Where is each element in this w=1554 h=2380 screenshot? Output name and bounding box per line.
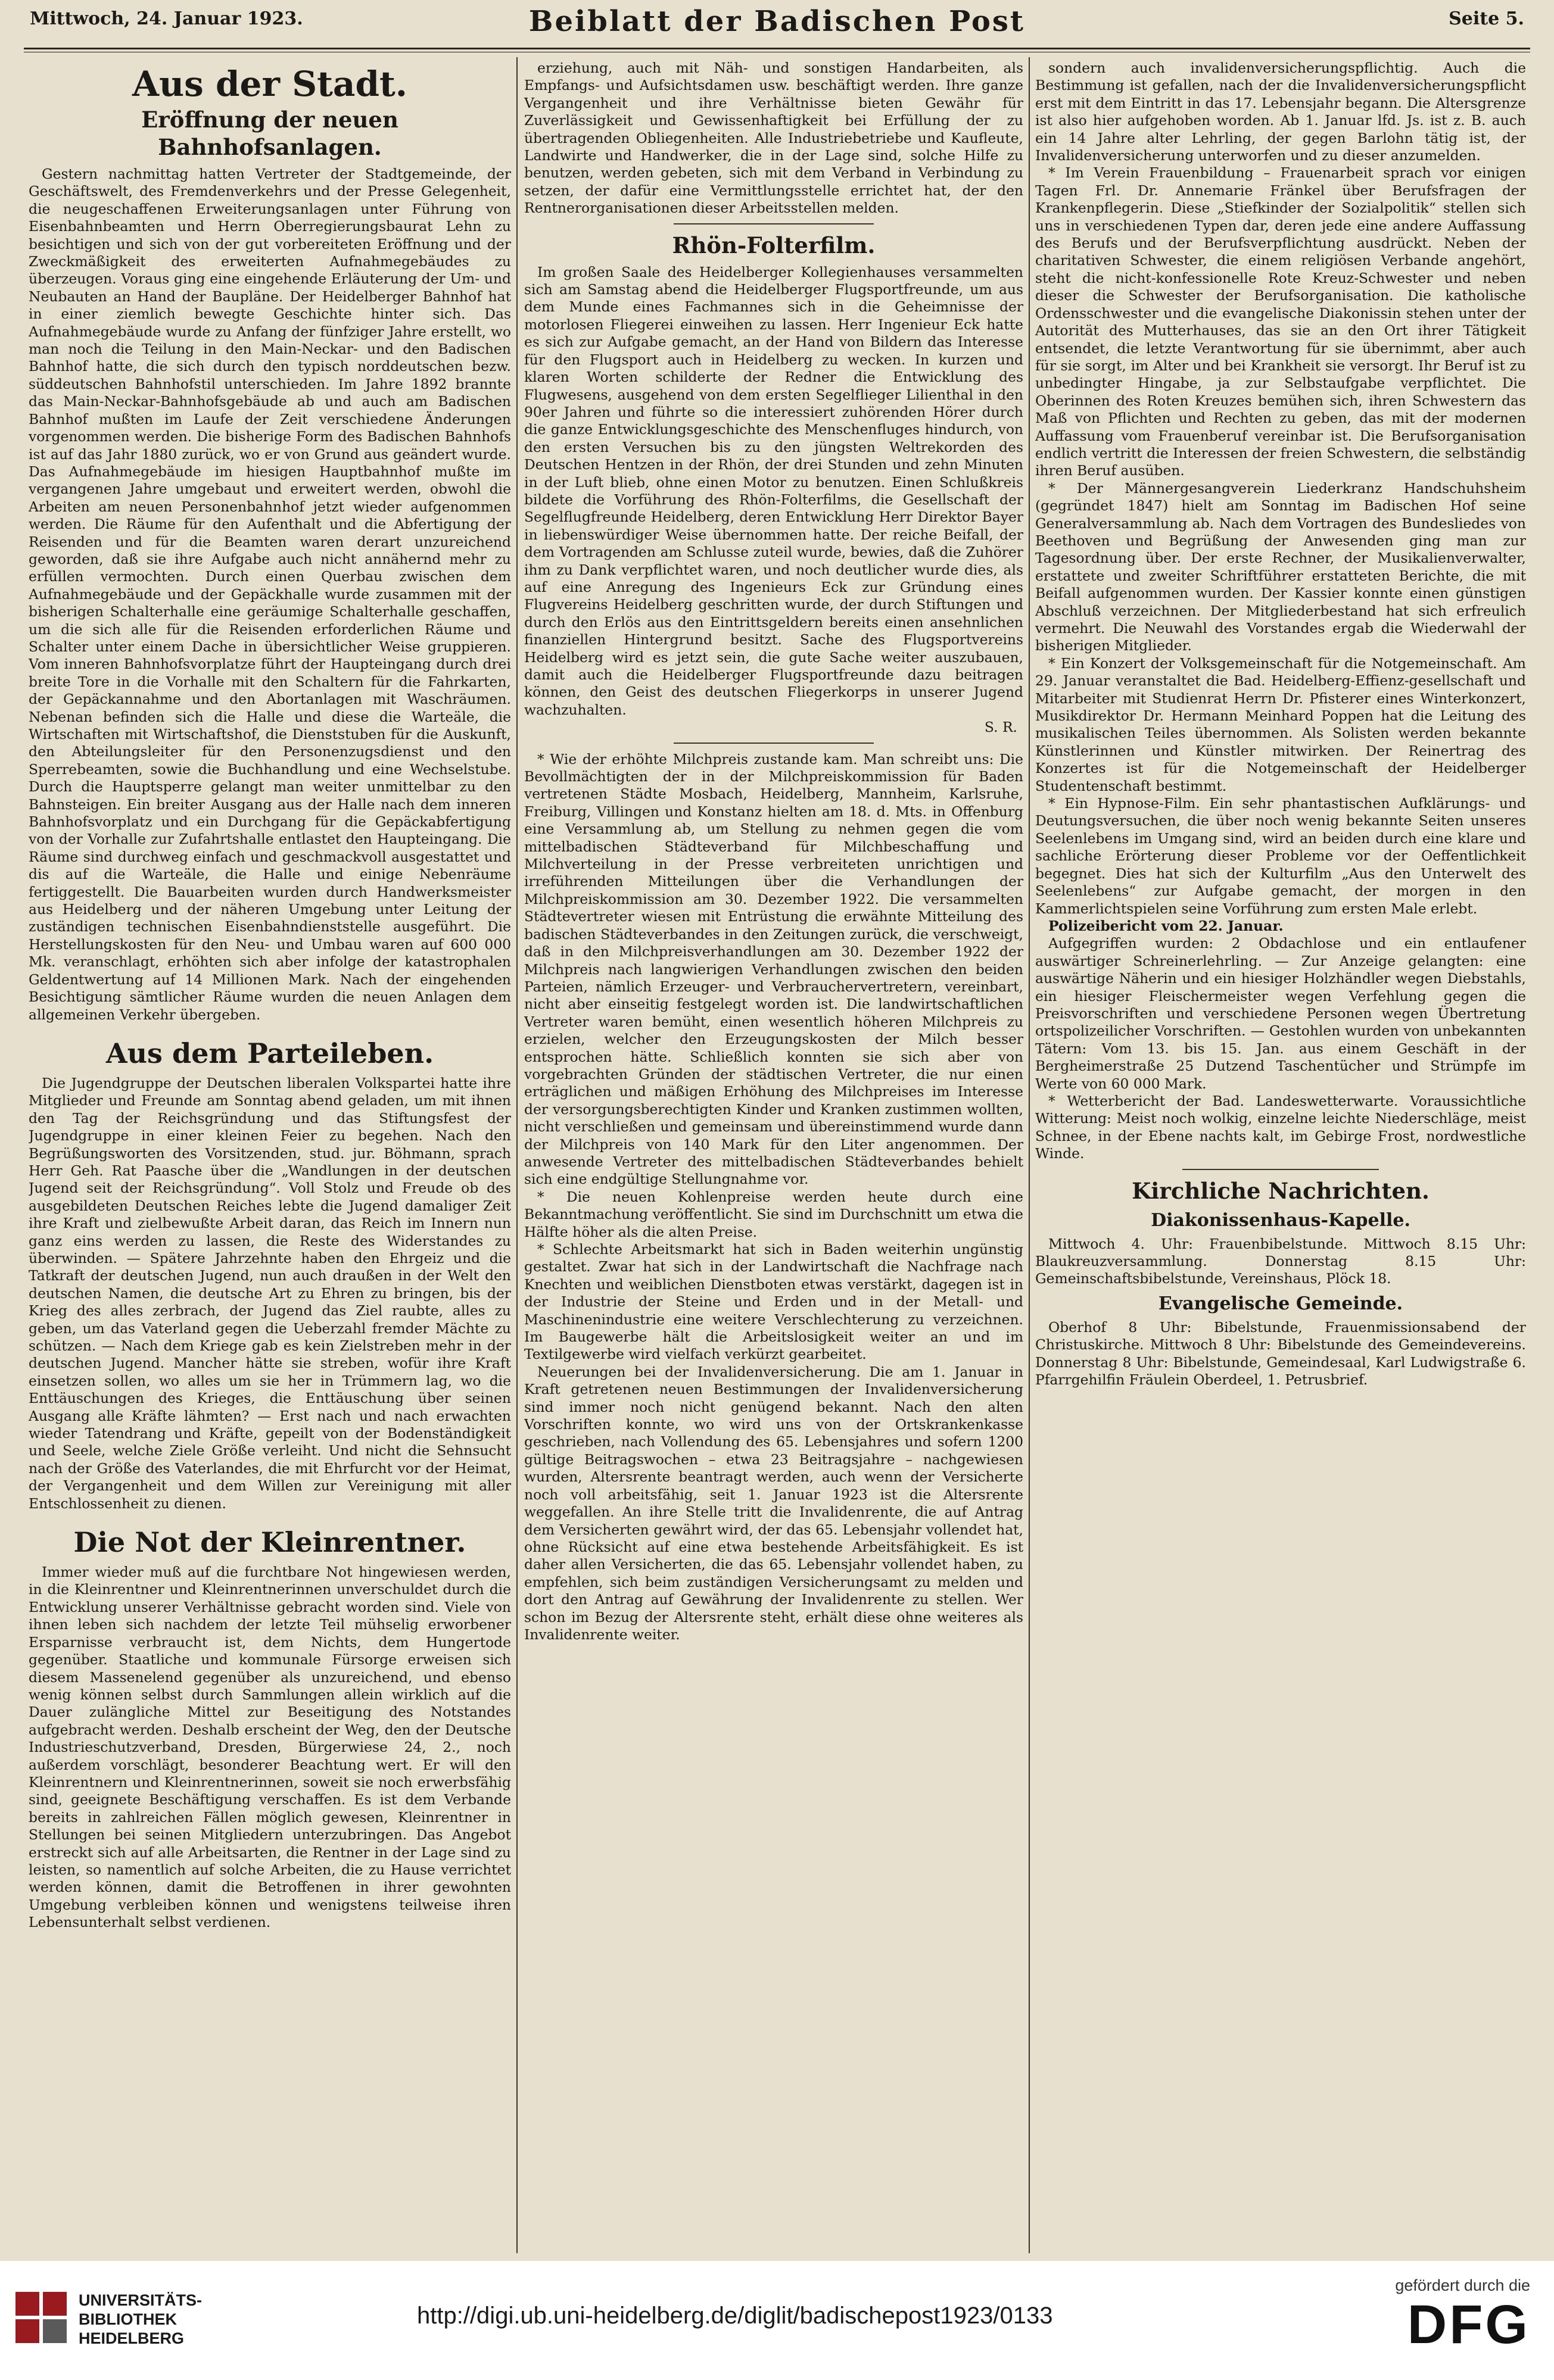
article-body: * Wie der erhöhte Milchpreis zustande kam. Man schreibt uns: Die Bevollmächtigten der in der Milchpreiskommission für Baden vertretenen Städte Mosbach, Heidelberg, Mannheim, Karlsruhe, Freiburg, Villingen und Konstanz hielten am 18. d. Mts. in Offenburg eine Versammlung ab, um Stellung zu nehmen gegen die vom mittelbadischen Städteverband für Milchbeschaffung und Milchverteilung in der Presse verbreiteten unrichtigen und irreführenden Mitteilungen über die Verhandlungen der Milchpreiskommission am 30. Dezember 1922. Die versammelten Städtevertreter wiesen mit Entrüstung die erwähnte Mitteilung des badischen Städteverbandes in den Zeitungen zurück, die verschweigt, daß in den Milchpreisverhandlungen am 30. Dezember 1922 der Milchpreis nach langwierigen Verhandlungen zwischen den beiden Parteien, nämlich Erzeuger- und Verbrauchervertretern, vereinbart, nicht aber einseitig festgelegt worden ist. Die landwirtschaftlichen Vertreter waren bemüht, einen wesentlich höheren Milchpreis zu erzielen, welcher den Erzeugungskosten der Milch besser entsprochen hätte. Schließlich konnten sie sich aber von vorgebrachten Gründen der städtischen Vertreter, die nur einen erträglichen und mäßigen Erhöhung des Milchpreises im Interesse der versorgungsberechtigten Kinder und Kranken zustimmen wollten, nicht verschließen und gemeinsam und übereinstimmend wurde dann der Milchpreis von 140 Mark für den Liter angenommen. Der anwesende Vertreter des mittelbadischen Städteverbandes behielt sich eine endgültige Stellungnahme vor. bbox=[524, 750, 1023, 1188]
article-body: sondern auch invalidenversicherungspflichtig. Auch die Bestimmung ist gefallen, nach der die Invalidenversicherungspflicht erst mit dem Eintritt in das 17. Lebensjahr begann. Die Altersgrenze ist also hier aufgehoben worden. Ab 1. Januar lfd. Js. ist z. B. auch ein 14 Jahre alter Lehrling, der gegen Barlohn tätig ist, der Invalidenversicherung unterworfen und zu dieser anzumelden. bbox=[1035, 60, 1526, 164]
viewer-footer bbox=[0, 2261, 1554, 2380]
separator bbox=[674, 743, 873, 744]
section-heading: Aus der Stadt. bbox=[132, 64, 408, 104]
university-library-logo-icon bbox=[15, 2292, 69, 2343]
article-title: Die Not der Kleinrentner. bbox=[73, 1526, 466, 1559]
article-body: * Der Männergesangverein Liederkranz Handschuhsheim (gegründet 1847) hielt am Sonntag im Badischen Hof seine Generalversammlung ab. Nach dem Vortragen des Bundesliedes von Beethoven und Begrüßung der Anwesenden ging man zur Tagesordnung über. Der erste Rechner, der Musikalienverwalter, erstattete und zweiter Schriftführer erstatteten Berichte, die mit Beifall aufgenommen wurden. Der Kassier konnte einen günstigen Abschluß verzeichnen. Der Mitgliederbestand hat sich erfreulich vermehrt. Die Neuwahl des Vorstandes ergab die Wiederwahl der bisherigen Mitglieder. bbox=[1035, 479, 1526, 654]
newspaper-title: Beiblatt der Badischen Post bbox=[528, 5, 1026, 38]
article-body: * Ein Hypnose-Film. Ein sehr phantastischen Aufklärungs- und Deutungsversuchen, die über noch wenig bekannte Seiten unseres Seelenlebens im Umgang sind, wird an beiden durch eine klare und sachliche Erörterung dieser Probleme vor der Oeffentlichkeit begegnet. Dies hat sich der Kulturfilm „Aus den Unterwelt des Seelenlebens“ zur Aufgabe gemacht, der morgen in den Kammerlichtspielen seine Vorführung zum ersten Male erlebt. bbox=[1035, 795, 1526, 917]
library-name: UNIVERSITÄTS- BIBLIOTHEK HEIDELBERG bbox=[79, 2291, 203, 2347]
subheading: Diakonissenhaus-Kapelle. bbox=[1151, 1209, 1410, 1231]
article-body: * Ein Konzert der Volksgemeinschaft für die Notgemeinschaft. Am 29. Januar veranstaltet die Bad. Heidelberg-Effienz-gesellschaft und Mitarbeiter mit Studienrat Herrn Dr. Pfisterer eines Winterkonzert, Musikdirektor Dr. Hermann Meinhard Poppen hat die Leitung des musikalischen Teiles übernommen. Als Solisten werden bekannte Künstlerinnen und Künstler mitwirken. Der Reinertrag des Konzertes ist für die Notgemeinschaft der Heidelberger Studentenschaft bestimmt. bbox=[1035, 654, 1526, 794]
funded-by-label: gefördert durch die bbox=[1395, 2276, 1530, 2294]
separator bbox=[1182, 1169, 1379, 1170]
article-body: Mittwoch 4. Uhr: Frauenbibelstunde. Mittwoch 8.15 Uhr: Blaukreuzversammlung. Donnerstag 8.15 Uhr: Gemeinschaftsbibelstunde, Vereinshaus, Plöck 18. bbox=[1035, 1235, 1526, 1287]
weather-report: * Wetterbericht der Bad. Landeswetterwarte. Voraussichtliche Witterung: Meist noch wolkig, einzelne leichte Niederschläge, meist Schnee, in der Ebene nachts kalt, im Gebirge Frost, nordwestliche Winde. bbox=[1035, 1092, 1526, 1162]
article-title: Eröffnung der neuen Bahnhofsanlagen. bbox=[141, 107, 398, 160]
masthead-rule bbox=[24, 48, 1530, 49]
masthead bbox=[24, 5, 1530, 44]
subheading: Evangelische Gemeinde. bbox=[1158, 1293, 1403, 1314]
funder-block bbox=[1395, 2276, 1530, 2354]
article-body: * Im Verein Frauenbildung – Frauenarbeit sprach vor einigen Tagen Frl. Dr. Annemarie Fränkel über Berufsfragen der Krankenpflegerin. Diese „Stiefkinder der Sozialpolitik“ stellen sich uns in verschiedenen Typen dar, deren jede eine andere Auffassung des Berufs und der Berufsverpflichtung ausdrückt. Neben der charitativen Schwester, die einem religiösen Verbande angehört, steht die nicht-konfessionelle Rote Kreuz-Schwester und neben dieser die Schwester der Berufsorganisation. Die katholische Ordensschwester und die evangelische Diakonissin stehen unter der Autorität des Mutterhauses, das sie an den Ort ihrer Tätigkeit entsendet, die letzte Verantwortung für sie übernimmt, aber auch für sie sorgt, im Alter und bei Krankheit sie versorgt. Ihr Beruf ist zu unbedingter Hingabe, ja zur Selbstaufgabe verpflichtet. Die Oberinnen des Roten Kreuzes bemühen sich, ihren Schwestern das Maß von Pflichten und Rechten zu geben, das mit der modernen Auffassung vom Frauenberuf vereinbar ist. Die Berufsorganisation endlich vertritt die Interessen der freien Schwestern, die selbständig ihren Beruf ausüben. bbox=[1035, 164, 1526, 479]
police-report-title: Polizeibericht vom 22. Januar. bbox=[1048, 917, 1284, 934]
article-body: Immer wieder muß auf die furchtbare Not hingewiesen werden, in die Kleinrentner und Kleinrentnerinnen unverschuldet durch die Entwicklung unserer Verhältnisse gebracht worden sind. Viele von ihnen leben sich nachdem der letzte Teil mühselig erworbener Ersparnisse verbraucht ist, dem Nichts, dem Hungertode gegenüber. Staatliche und kommunale Fürsorge erweisen sich diesem Massenelend gegenüber als unzureichend, und ebenso wenig können selbst durch Sammlungen allein wirklich auf die Dauer zulängliche Mittel zur Beseitigung des Notstandes aufgebracht werden. Deshalb erscheint der Weg, den der Deutsche Industrieschutzverband, Dresden, Bürgerwiese 24, 2., noch außerdem vorschlägt, besonderer Beachtung wert. Er will den Kleinrentnern und Kleinrentnerinnen, soweit sie noch erwerbsfähig sind, geeignete Beschäftigung verschaffen. Es ist dem Verbande bereits in zahlreichen Fällen möglich gewesen, Kleinrentner in Stellungen bei seinen Mitgliedern unterzubringen. Das Angebot erstreckt sich auf alle Arbeitsarten, die Rentner in der Lage sind zu leisten, so namentlich auf solche Arbeiten, die zu Hause verrichtet werden können, damit die Betroffenen in ihrer gewohnten Umgebung verbleiben können und wenigstens teilweise ihren Lebensunterhalt selbst verdienen. bbox=[29, 1564, 511, 1931]
article-body: * Die neuen Kohlenpreise werden heute durch eine Bekanntmachung veröffentlicht. Sie sind im Durchschnitt um etwa die Hälfte höher als die alten Preise. bbox=[524, 1188, 1023, 1240]
article-body: * Schlechte Arbeitsmarkt hat sich in Baden weiterhin ungünstig gestaltet. Zwar hat sich in der Landwirtschaft die Nachfrage nach Knechten und weiblichen Dienstboten etwas verstärkt, dagegen ist in der Industrie der Steine und Erden und in der Metall- und Maschinenindustrie eine weitere Verschlechterung zu verzeichnen. Im Baugewerbe hält die Arbeitslosigkeit weiter an und im Textilgewerbe wird vielfach verkürzt gearbeitet. bbox=[524, 1241, 1023, 1363]
column-divider bbox=[1029, 57, 1030, 2253]
article-body: Oberhof 8 Uhr: Bibelstunde, Frauenmissionsabend der Christuskirche. Mittwoch 8 Uhr: Bibelstunde des Gemeindevereins. Donnerstag 8 Uhr: Bibelstunde, Gemeindesaal, Karl Ludwigstraße 6. Pfarrgehilfin Fräulein Oberdeel, 1. Petrusbrief. bbox=[1035, 1318, 1526, 1389]
article-title: Rhön-Folterfilm. bbox=[672, 232, 876, 258]
issue-date: Mittwoch, 24. Januar 1923. bbox=[30, 8, 303, 29]
page-number: Seite 5. bbox=[1449, 8, 1524, 29]
column-3 bbox=[1035, 60, 1526, 2251]
article-body: erziehung, auch mit Näh- und sonstigen Handarbeiten, als Empfangs- und Aufsichtsdamen usw. beschäftigt werden. Ihre ganze Vergangenheit und ihre Verhältnisse bieten Gewähr für Zuverlässigkeit und Gewissenhaftigkeit bei Erfüllung der zu übertragenden Obliegenheiten. Alle Industriebetriebe und Kaufleute, Landwirte und Handwerker, die in der Lage sind, solche Hilfe zu benutzen, werden gebeten, sich mit dem Verband in Verbindung zu setzen, der dafür eine Vermittlungsstelle errichtet hat, der den Rentnerorganisationen dieser Arbeitsstellen melden. bbox=[524, 60, 1023, 217]
article-body: Gestern nachmittag hatten Vertreter der Stadtgemeinde, der Geschäftswelt, des Fremdenverkehrs und der Presse Gelegenheit, die neugeschaffenen Erweiterungsanlagen unter Führung von Eisenbahnbeamten und Herrn Oberregierungsbaurat Lehn zu besichtigen und sich von der gut vorbereiteten Eröffnung und der Zweckmäßigkeit des erweiterten Aufnahmegebäudes zu überzeugen. Voraus ging eine eingehende Erläuterung der Um- und Neubauten an Hand der Baupläne. Der Heidelberger Bahnhof hat in einer ziemlich bewegte Geschichte hinter sich. Das Aufnahmegebäude wurde zu Anfang der fünfziger Jahre erstellt, wo man noch die Teilung in den Main-Neckar- und den Badischen Bahnhof hatte, die sich durch den typisch norddeutschen bezw. süddeutschen Bahnhofstil unterschieden. Im Jahre 1892 brannte das Main-Neckar-Bahnhofsgebäude ab und auch am Badischen Bahnhof mußten im Laufe der Zeit verschiedene Änderungen vorgenommen werden. Die bisherige Form des Badischen Bahnhofs ist auf das Jahr 1880 zurück, wo er von Grund aus geändert wurde. Das Aufnahmegebäude im hiesigen Hauptbahnhof mußte im vergangenen Jahre umgebaut und erweitert werden, obwohl die Arbeiten am neuen Personenbahnhof jetzt wieder aufgenommen werden. Die Räume für den Aufenthalt und die Abfertigung der Reisenden und für die Beamten waren derart unzureichend geworden, daß sie ihre Aufgabe auch nicht annähernd mehr zu erfüllen vermochten. Durch einen Querbau zwischen dem Aufnahmegebäude und der Gepäckhalle wurde zusammen mit der bisherigen Schalterhalle eine geräumige Schalterhalle geschaffen, um die sich alle für die Reisenden erforderlichen Räume und Schalter unter einem Dache in übersichtlicher Weise gruppieren. Vom inneren Bahnhofsvorplatze führt der Haupteingang durch drei breite Tore in die Vorhalle mit den Schaltern für die Fahrkarten, der Gepäckannahme und den Abortanlagen mit Waschräumen. Nebenan befinden sich die Halle und diese die Warteäle, die Wirtschaften mit Wirtschaftshof, die Dienststuben für die Auskunft, den Abteilungsleiter für den Personenzugsdienst und den Sperrebeamten, sowie die Buchhandlung und eine Wechselstube. Durch die Hauptsperre gelangt man weiter unmittelbar zu den Bahnsteigen. Ein breiter Ausgang aus der Halle nach dem inneren Bahnhofsvorplatz und ein Durchgang für die Gepäckabfertigung von der Vorhalle zur Zufahrtshalle entlastet den Haupteingang. Die Räume sind durchweg einfach und geschmackvoll ausgestattet und dis auf die Warteäle, die Halle und einige Nebenräume fertiggestellt. Die Bauarbeiten wurden durch Handwerksmeister aus Heidelberg und der näheren Umgebung unter Leitung der zuständigen technischen Eisenbahndienststelle ausgeführt. Die Herstellungskosten für den Neu- und Umbau waren auf 600 000 Mk. veranschlagt, erhöhten sich aber infolge der katastrophalen Geldentwertung auf 14 Millionen Mark. Nach der eingehenden Besichtigung sämtlicher Räume wurden die neuen Anlagen dem allgemeinen Verkehr übergeben. bbox=[29, 166, 511, 1023]
article-body: Die Jugendgruppe der Deutschen liberalen Volkspartei hatte ihre Mitglieder und Freunde am Sonntag abend geladen, um mit ihnen den Tag der Reichsgründung und das Stiftungsfest der Jugendgruppe in einer kleinen Feier zu begehen. Nach den Begrüßungsworten des Vorsitzenden, stud. jur. Böhmann, sprach Herr Geh. Rat Paasche über die „Wandlungen in der deutschen Jugend seit der Reichsgründung“. Voll Stolz und Freude ob des ausgebildeten Deutschen Reiches lebte die Jugend damaliger Zeit ihre Kraft und zielbewußte Arbeit daran, das Reich im Innern nun ganz eins werden zu lassen, die Reste des Widerstandes zu überwinden. — Spätere Jahrzehnte haben den Ehrgeiz und die Tatkraft der deutschen Jugend, nun auch draußen in der Welt den deutschen Namen, die deutsche Art zu Ehren zu bringen, bis der Krieg des alles zerbrach, der Jugend das Ziel raubte, alles zu geben, um das Vaterland gegen die Ueberzahl fremder Mächte zu schützen. — Nach dem Kriege gab es kein Zielstreben mehr in der deutschen Jugend. Mancher hätte sie streben, wofür ihre Kraft einsetzen sollen, wo alles um sie her in Trümmern lag, wo die Enttäuschungen des Krieges, die Enttäuschung über seinen Ausgang alle Kräfte lähmten? — Erst nach und nach erwachten wieder Tatendrang und Kräfte, gepeilt von der Bodenständigkeit und Seele, welche Ziele Größe verleiht. Und nicht die Sehnsucht nach der Größe des Vaterlandes, die mit Ehrfurcht vor der Heimat, der Vergangenheit und dem Willen zur Vereinigung mit aller Entschlossenheit zu dienen. bbox=[29, 1074, 511, 1512]
article-title: Aus dem Parteileben. bbox=[105, 1037, 434, 1069]
article-body: Neuerungen bei der Invalidenversicherung. Die am 1. Januar in Kraft getretenen neuen Bestimmungen der Invalidenversicherung sind immer noch nicht genügend bekannt. Nach den alten Vorschriften konnte, wo wird uns von der Ortskrankenkasse geschrieben, nach Vollendung des 65. Lebensjahres und sofern 1200 gültige Beitragswochen – etwa 23 Beitragsjahre – nachgewiesen wurden, Altersrente beantragt werden, auch wenn der Versicherte noch voll arbeitsfähig, seit 1. Januar 1923 ist die Altersrente weggefallen. An ihre Stelle tritt die Invalidenrente, die auf Antrag dem Versicherten gewährt wird, der das 65. Lebensjahr vollendet hat, ohne Rücksicht auf eine etwa bestehende Arbeitsfähigkeit. Es ist daher allen Versicherten, die das 65. Lebensjahr vollendet haben, zu empfehlen, sich beim zuständigen Versicherungsamt zu melden und dort den Antrag auf Gewährung der Invalidenrente zu stellen. Wer schon im Bezug der Altersrente steht, erhält diese ohne weiteres als Invalidenrente weiter. bbox=[524, 1363, 1023, 1643]
permalink[interactable]: http://digi.ub.uni-heidelberg.de/diglit/badischepost1923/0133 bbox=[417, 2303, 1053, 2329]
article-title: Kirchliche Nachrichten. bbox=[1132, 1177, 1430, 1204]
author-signature: S. R. bbox=[984, 719, 1017, 736]
column-divider bbox=[516, 57, 518, 2253]
article-body: Im großen Saale des Heidelberger Kollegienhauses versammelten sich am Samstag abend die Heidelberger Flugsportfreunde, um aus dem Munde eines Fachmannes sich in die Geheimnisse der motorlosen Fliegerei einweihen zu lassen. Herr Ingenieur Eck hatte es sich zur Aufgabe gemacht, an der Hand von Bildern das Interesse für den Flugsport auch in Heidelberg zu wecken. In kurzen und klaren Worten schilderte der Redner die Entwicklung des Flugwesens, ausgehend von dem ersten Segelflieger Lilienthal in den 90er Jahren und führte so die interessiert zuhörenden Hörer durch die ganze Entwicklungsgeschichte des Menschenfluges hindurch, von den ersten Versuchen bis zu den jüngsten Weltrekorden des Deutschen Hentzen in der Rhön, der drei Stunden und zehn Minuten in der Luft blieb, ohne einen Motor zu benutzen. Einen Schlußkreis bildete die Vorführung des Rhön-Folterfilms, die Gesellschaft der Segelflugfreunde Heidelberg, deren Entwicklung Herr Direktor Bayer in liebenswürdiger Weise übernommen hatte. Der reiche Beifall, der dem Vortragenden am Schlusse zuteil wurde, bewies, daß die Zuhörer ihm zu Dank verpflichtet waren, und noch deutlicher wurde dies, als auf eine Anregung des Ingenieurs Eck zur Gründung eines Flugvereins Heidelberg geschritten wurde, der durch Stiftungen und durch den Erlös aus den Eintrittsgeldern bereits einen ansehnlichen finanziellen Hintergrund besitzt. Sache des Flugsportvereins Heidelberg wird es jetzt sein, die gute Sache weiter auszubauen, damit auch die Heidelberger Flugsportfreunde dazu beitragen können, den Geist des deutschen Fliegerkorps in unserer Jugend wachzuhalten. bbox=[524, 263, 1023, 718]
column-1 bbox=[29, 60, 511, 2251]
separator bbox=[674, 223, 873, 224]
column-2 bbox=[524, 60, 1023, 2251]
police-report: Aufgegriffen wurden: 2 Obdachlose und ein entlaufener auswärtiger Schreinerlehrling. — Zur Anzeige gelangten: eine auswärtige Näherin und ein hiesiger Holzhändler wegen Diebstahls, ein hiesiger Fleischermeister wegen Verfehlung gegen die Preisvorschriften und verschiedene Personen wegen Übertretung ortspolizeilicher Vorschriften. — Gestohlen wurden von unbekannten Tätern: Vom 13. bis 15. Jan. aus einem Geschäft in der Bergheimerstraße 25 Dutzend Taschentücher und Strümpfe im Werte von 60 000 Mark. bbox=[1035, 935, 1526, 1092]
dfg-logo: DFG bbox=[1407, 2294, 1530, 2355]
